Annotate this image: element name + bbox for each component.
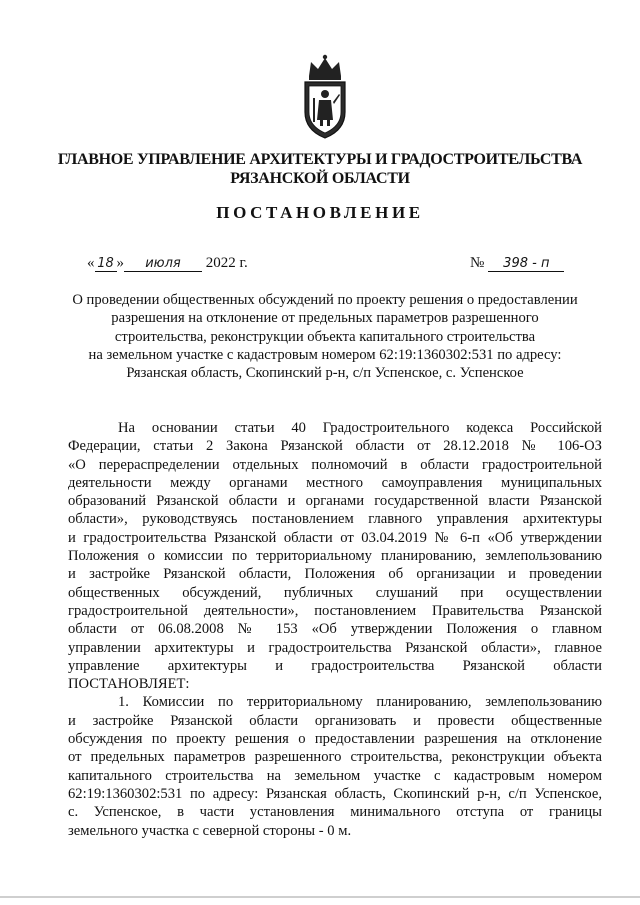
document-number [470, 255, 564, 272]
document-subject [60, 291, 590, 382]
body-line: и застройке Рязанской области организовать и провести общественные [68, 712, 602, 729]
body-line: управление архитектуры и градостроительства Рязанской области [68, 657, 602, 674]
date-close-quote: » [116, 255, 124, 271]
body-line: управлении архитектуры и градостроительства Рязанской области», главное [68, 639, 602, 656]
body-line: и градостроительства Рязанской области от 03.04.2019 № 6-п «Об утверждении [68, 529, 602, 546]
date-open-quote: « [87, 255, 95, 271]
resolution-keyword: ПОСТАНОВЛЯЕТ: [68, 676, 190, 693]
subject-line: строительства, реконструкции объекта капитального строительства [114, 328, 536, 345]
ryazan-coat-of-arms-icon [299, 54, 351, 140]
body-line: Положения о комиссии по территориальному планированию, землепользованию [68, 548, 602, 565]
document-type: ПОСТАНОВЛЕНИЕ [216, 203, 424, 222]
body-line: области от 06.08.2008 № 153 «Об утверждении Положения о главном [68, 621, 602, 638]
body-line: деятельности между органами местного самоуправления муниципальных [68, 474, 602, 491]
body-line: с. Успенское, в части установления минимального отступа от границы [68, 804, 602, 821]
subject-line: на земельном участке с кадастровым номером 62:19:1360302:531 по адресу: [88, 346, 562, 363]
number-value: 398 - п [488, 256, 564, 272]
number-prefix: № [470, 255, 485, 271]
subject-line: разрешения на отклонение от предельных параметров разрешенного [111, 310, 539, 327]
body-line: капитального строительства на земельном участке с кадастровым номером [68, 767, 602, 784]
document-body [68, 419, 602, 840]
body-line: области», руководствуясь постановлением главного управления архитектуры [68, 511, 602, 528]
body-line: градостроительной деятельности», постановлением Правительства Рязанской [68, 602, 602, 619]
body-line: образований Рязанской области и органами государственной власти Рязанской [68, 493, 602, 510]
page-bottom-edge [0, 896, 640, 898]
organization-title-line1: ГЛАВНОЕ УПРАВЛЕНИЕ АРХИТЕКТУРЫ И ГРАДОСТРОИТЕЛЬСТВА [57, 151, 583, 168]
body-line: 62:19:1360302:531 по адресу: Рязанская область, Скопинский р-н, с/п Успенское, [68, 785, 602, 802]
body-line: Федерации, статьи 2 Закона Рязанской области от 28.12.2018 № 106-ОЗ [68, 438, 602, 455]
body-line: земельного участка с северной стороны - 0 м. [68, 822, 352, 839]
body-line: и застройке Рязанской области, Положения об организации и проведении [68, 566, 602, 583]
body-line: На основании статьи 40 Градостроительного кодекса Российской [118, 420, 602, 436]
body-line: «О перераспределении отдельных полномочий в области градостроительной [68, 456, 602, 473]
subject-line: О проведении общественных обсуждений по проекту решения о предоставлении [72, 292, 578, 308]
document-date [87, 255, 248, 272]
date-month: июля [124, 256, 202, 272]
body-line: от предельных параметров разрешенного строительства, реконструкции объекта [68, 749, 602, 766]
date-day: 18 [95, 256, 117, 272]
body-line: 1. Комиссии по территориальному планированию, землепользованию [118, 694, 602, 711]
body-line: обсуждения по проекту решения о предоставлении разрешения на отклонение [68, 731, 602, 748]
subject-line: Рязанская область, Скопинский р-н, с/п Успенское, с. Успенское [126, 365, 524, 382]
body-line: общественных обсуждений, публичных слушаний при осуществлении [68, 584, 602, 601]
date-year: 2022 г. [205, 255, 248, 271]
organization-title-line2: РЯЗАНСКОЙ ОБЛАСТИ [230, 170, 410, 187]
